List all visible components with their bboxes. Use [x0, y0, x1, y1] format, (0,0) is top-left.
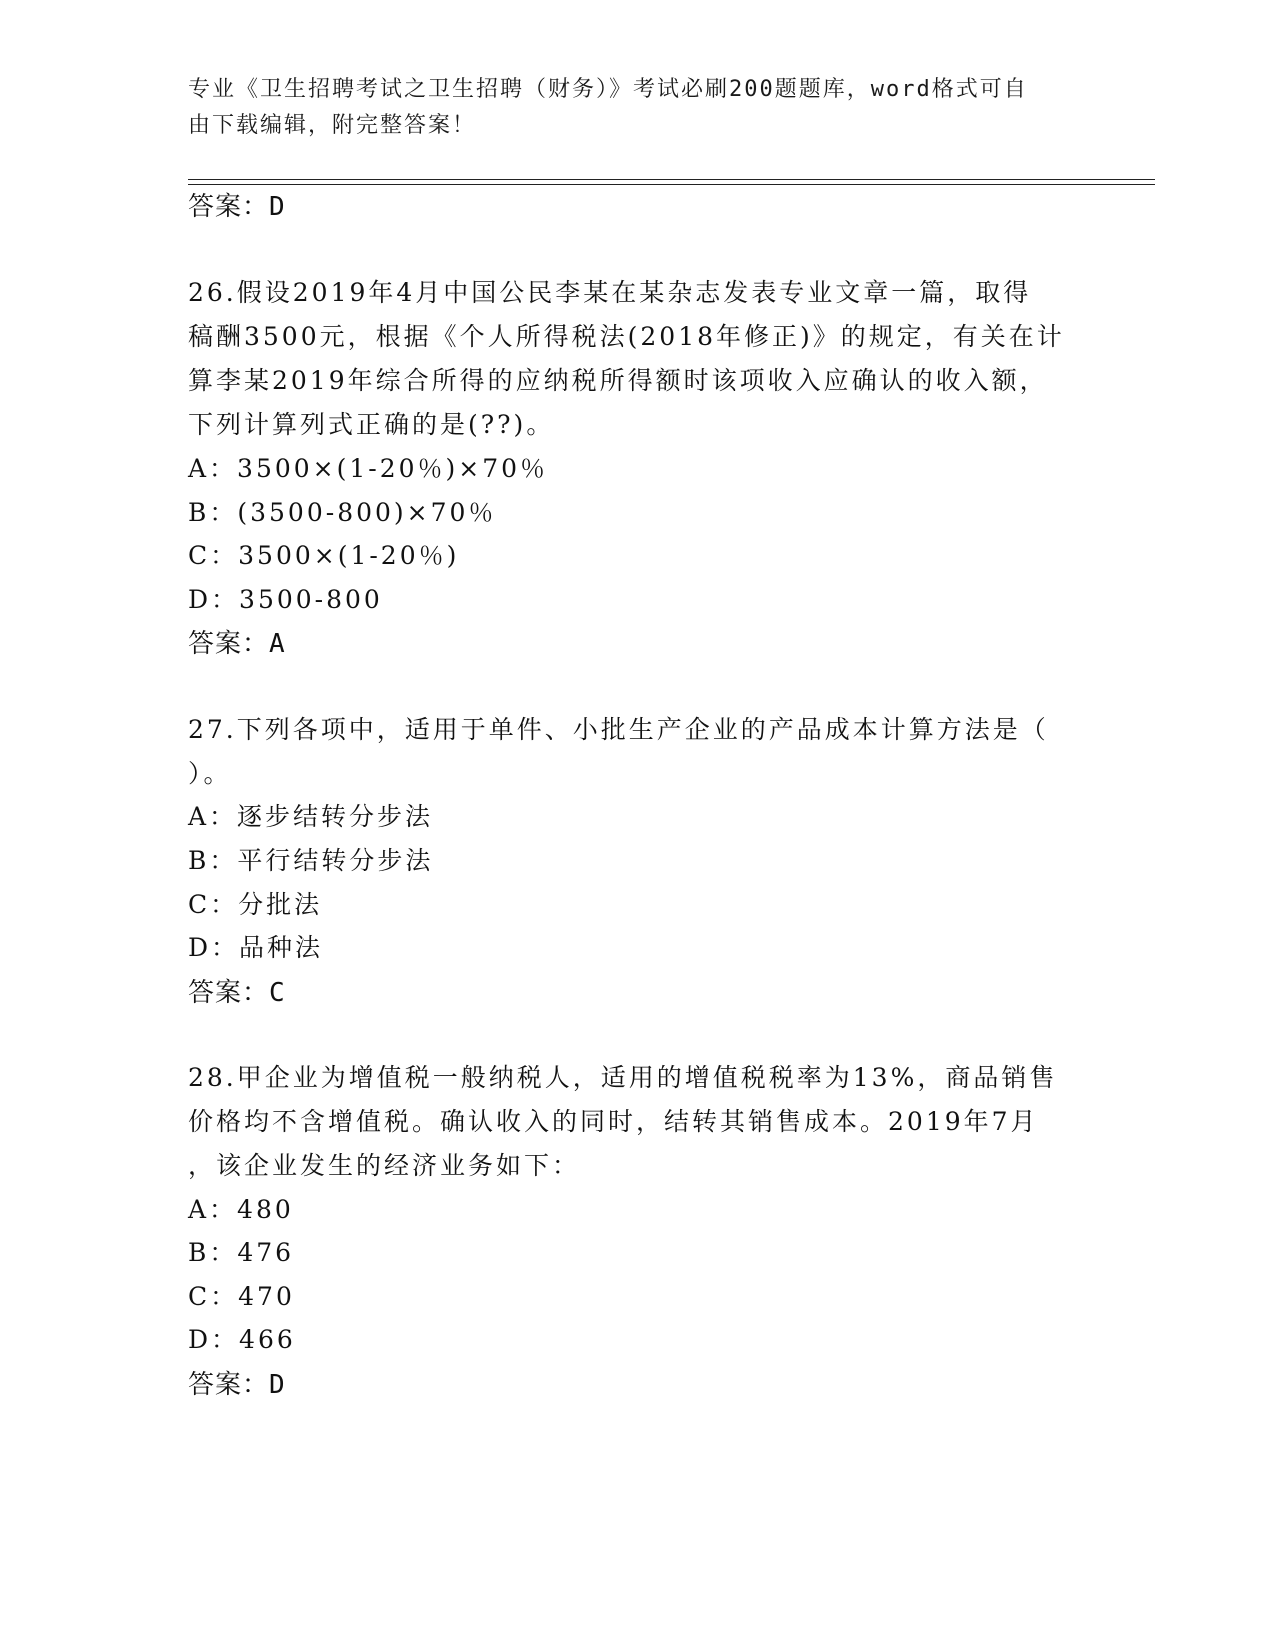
question-27-line-1: 27.下列各项中，适用于单件、小批生产企业的产品成本计算方法是（ — [188, 715, 1049, 744]
question-28-option-c: C：470 — [188, 1282, 295, 1311]
question-26-answer: 答案：A — [188, 629, 286, 659]
question-26-option-c: C：3500×(1-20％) — [188, 541, 460, 570]
question-27-option-d: D：品种法 — [188, 933, 324, 962]
question-27-option-b: B：平行结转分步法 — [188, 846, 434, 875]
question-26-option-b: B：(3500-800)×70％ — [188, 498, 497, 527]
header-divider-top — [188, 179, 1155, 180]
header-line-2: 由下载编辑，附完整答案！ — [188, 113, 477, 138]
question-26-option-d: D：3500-800 — [188, 585, 383, 614]
previous-answer: 答案：D — [188, 192, 286, 222]
question-28-line-1: 28.甲企业为增值税一般纳税人，适用的增值税税率为13%，商品销售 — [188, 1063, 1058, 1092]
question-27-option-a: A：逐步结转分步法 — [188, 802, 434, 831]
question-26-option-a: A：3500×(1-20％)×70％ — [188, 454, 549, 483]
question-28-option-a: A：480 — [188, 1195, 294, 1224]
document-header — [188, 72, 1068, 144]
question-27-line-2: ）。 — [188, 759, 232, 788]
question-27-answer: 答案：C — [188, 978, 286, 1008]
question-26-line-4: 下列计算列式正确的是(??)。 — [188, 410, 555, 439]
question-27-option-c: C：分批法 — [188, 890, 323, 919]
question-26-line-1: 26.假设2019年4月中国公民李某在某杂志发表专业文章一篇，取得 — [188, 278, 1032, 307]
question-28-answer: 答案：D — [188, 1370, 286, 1400]
question-28-line-3: ，该企业发生的经济业务如下： — [188, 1151, 581, 1180]
header-line-1: 专业《卫生招聘考试之卫生招聘（财务）》考试必刷200题题库，word格式可自 — [188, 77, 1028, 102]
question-28-option-b: B：476 — [188, 1238, 295, 1267]
question-26-line-3: 算李某2019年综合所得的应纳税所得额时该项收入应确认的收入额， — [188, 366, 1048, 395]
question-26-line-2: 稿酬3500元，根据《个人所得税法(2018年修正)》的规定，有关在计 — [188, 322, 1065, 351]
question-28-option-d: D：466 — [188, 1325, 296, 1354]
question-28-line-2: 价格均不含增值税。确认收入的同时，结转其销售成本。2019年7月 — [188, 1107, 1039, 1136]
header-divider-bottom — [188, 184, 1155, 185]
